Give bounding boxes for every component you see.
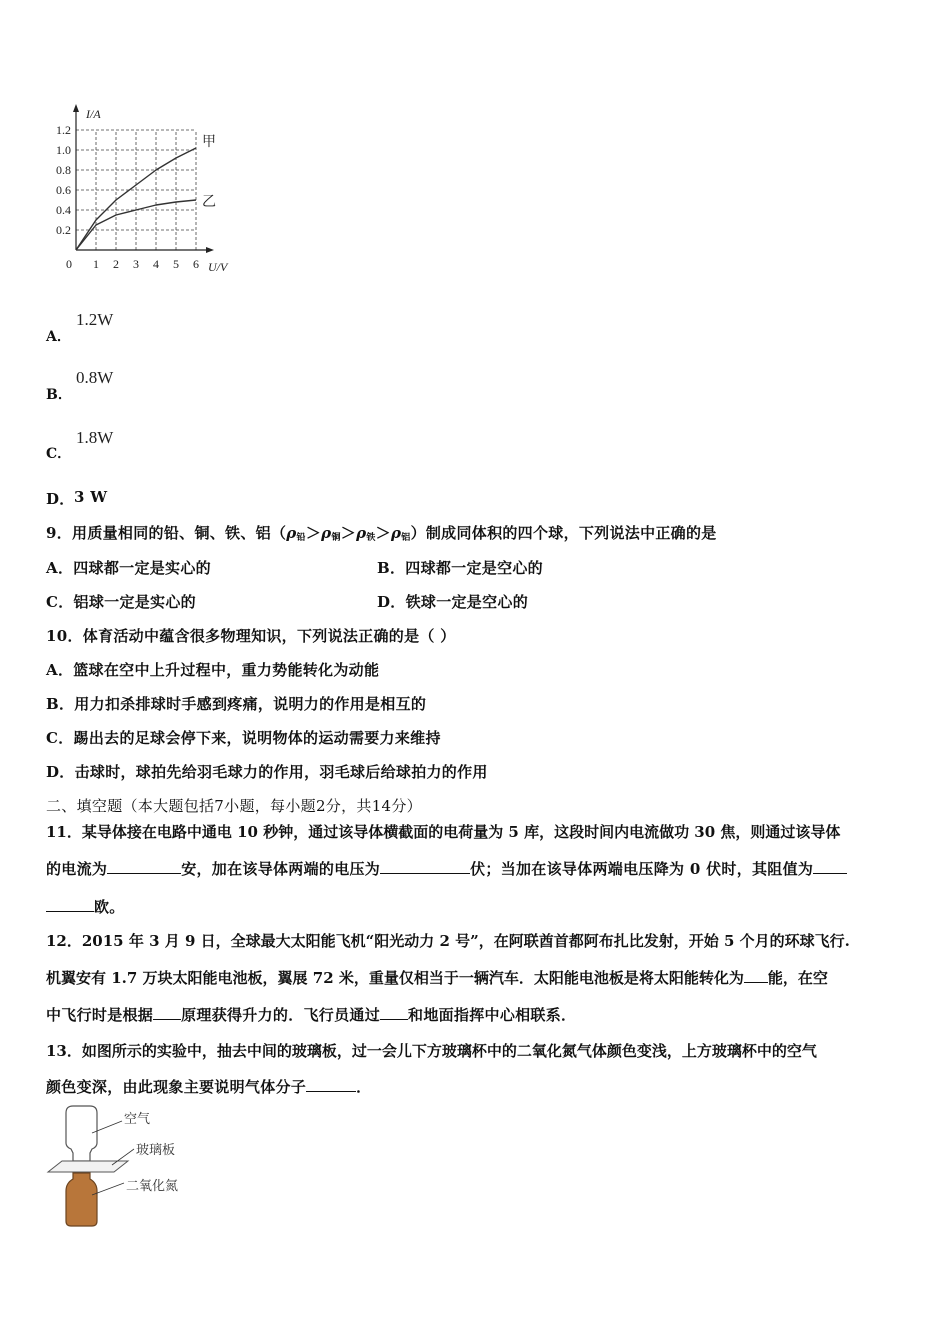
series-label: 乙 — [202, 195, 216, 210]
q10-option-a: A．篮球在空中上升过程中，重力势能转化为动能 — [46, 661, 380, 679]
q9-option-a: A．四球都一定是实心的 — [46, 559, 211, 577]
gt-symbol: ＞ — [340, 524, 357, 542]
y-tick-label: 1.0 — [56, 143, 71, 157]
option-letter: A． — [46, 329, 71, 345]
q13-text-b: ． — [356, 1078, 372, 1096]
x-axis-label: U/V — [208, 260, 228, 274]
rho-sub-al: 铝 — [401, 533, 411, 543]
chart-plot-area — [56, 104, 229, 274]
x-tick-label: 4 — [153, 257, 159, 271]
answer-blank[interactable] — [380, 1005, 408, 1020]
rho-symbol: ρ — [321, 524, 332, 542]
answer-blank[interactable] — [306, 1077, 356, 1092]
q11-text-b: 安，加在该导体两端的电压为 — [181, 860, 381, 878]
q12-line1: 12．2015 年 3 月 9 日，全球最大太阳能飞机“阳光动力 2 号”，在阿联酋首都阿布扎比发射，开始 5 个月的环球飞行. — [46, 932, 850, 950]
q9-stem-pre: 9．用质量相同的铅、铜、铁、铝（ — [46, 524, 287, 542]
answer-blank[interactable] — [744, 968, 768, 983]
y-axis-arrow — [73, 104, 79, 112]
q10-option-d: D．击球时，球拍先给羽毛球力的作用，羽毛球后给球拍力的作用 — [46, 763, 488, 781]
glass-plate — [48, 1161, 128, 1172]
q10-stem: 10．体育活动中蕴含很多物理知识，下列说法正确的是（ ） — [46, 627, 456, 645]
rho-sub-lead: 铅 — [296, 533, 306, 543]
answer-blank[interactable] — [813, 859, 847, 874]
q8-option-a — [46, 326, 71, 346]
q12-text-e: 和地面指挥中心相联系． — [408, 1006, 577, 1024]
y-tick-label: 0.6 — [56, 183, 71, 197]
q9-option-b: B．四球都一定是空心的 — [377, 559, 543, 577]
option-letter: C． — [46, 446, 72, 462]
rho-symbol: ρ — [286, 524, 297, 542]
x-tick-label: 5 — [173, 257, 179, 271]
y-tick-label: 0.2 — [56, 223, 71, 237]
answer-blank[interactable] — [107, 859, 181, 874]
q12-text-a: 机翼安有 1.7 万块太阳能电池板，翼展 72 米，重量仅相当于一辆汽车．太阳能电池板是将太阳能转化为 — [46, 969, 744, 987]
q12-text-d: 原理获得升力的．飞行员通过 — [181, 1006, 381, 1024]
label-air: 空气 — [124, 1112, 151, 1127]
q11-line2 — [46, 858, 847, 879]
rho-sub-copper: 铜 — [331, 533, 341, 543]
x-axis-arrow — [206, 247, 214, 253]
q13-text-a: 颜色变深，由此现象主要说明气体分子 — [46, 1078, 307, 1096]
q11-text-a: 的电流为 — [46, 860, 108, 878]
answer-blank[interactable] — [380, 859, 470, 874]
y-axis-label: I/A — [86, 107, 101, 121]
q13-line2 — [46, 1076, 371, 1097]
answer-blank[interactable] — [153, 1005, 181, 1020]
q11-line1: 11．某导体接在电路中通电 10 秒钟，通过该导体横截面的电荷量为 5 库，这段时间内电流做功 30 焦，则通过该导体 — [46, 823, 841, 841]
gt-symbol: ＞ — [375, 524, 391, 542]
rho-sub-iron: 铁 — [366, 533, 376, 543]
x-tick-label: 0 — [66, 257, 72, 271]
q11-line3 — [46, 896, 125, 917]
q8-option-a-value: 1.2W — [76, 310, 114, 329]
q12-text-c: 中飞行时是根据 — [46, 1006, 154, 1024]
air-bottle — [66, 1106, 97, 1161]
label-no2: 二氧化氮 — [126, 1179, 179, 1194]
q12-text-b: 能，在空 — [767, 969, 828, 987]
series-label: 甲 — [202, 135, 216, 150]
x-tick-label: 6 — [193, 257, 199, 271]
label-glass: 玻璃板 — [136, 1143, 176, 1158]
q8-option-c — [46, 443, 71, 463]
answer-blank[interactable] — [46, 897, 94, 912]
q13-line1: 13．如图所示的实验中，抽去中间的玻璃板，过一会儿下方玻璃杯中的二氧化氮气体颜色变浅，上方玻璃杯中的空气 — [46, 1042, 817, 1060]
section-heading: 二、填空题（本大题包括7小题，每小题2分，共14分） — [46, 797, 422, 815]
q8-option-b — [46, 384, 72, 404]
option-letter: B． — [46, 387, 72, 403]
q10-option-c: C．踢出去的足球会停下来，说明物体的运动需要力来维持 — [46, 729, 441, 747]
q9-stem — [46, 522, 717, 543]
q10-option-b: B．用力扣杀排球时手感到疼痛，说明力的作用是相互的 — [46, 695, 427, 713]
gt-symbol: ＞ — [305, 524, 322, 542]
q9-stem-post: ）制成同体积的四个球，下列说法中正确的是 — [410, 524, 717, 542]
rho-symbol: ρ — [356, 524, 367, 542]
q8-option-c-value: 1.8W — [76, 428, 114, 447]
q11-text-d: 欧。 — [94, 898, 125, 916]
rho-symbol: ρ — [390, 524, 402, 542]
q8-option-d-value: 3 W — [74, 488, 108, 506]
q8-option-b-value: 0.8W — [76, 368, 114, 387]
iu-graph — [40, 95, 250, 285]
q12-line3 — [46, 1004, 576, 1025]
y-tick-label: 0.4 — [56, 203, 71, 217]
x-tick-label: 1 — [93, 257, 99, 271]
q9-option-d: D．铁球一定是空心的 — [377, 593, 529, 611]
q11-text-c: 伏；当加在该导体两端电压降为 0 伏时，其阻值为 — [470, 860, 814, 878]
q9-option-c: C．铝球一定是实心的 — [46, 593, 196, 611]
q12-line2 — [46, 967, 828, 988]
no2-bottle — [66, 1173, 97, 1226]
x-tick-label: 2 — [113, 257, 119, 271]
x-tick-label: 3 — [133, 257, 139, 271]
y-tick-label: 1.2 — [56, 123, 71, 137]
q8-option-d: D． — [46, 490, 75, 508]
y-tick-label: 0.8 — [56, 163, 71, 177]
